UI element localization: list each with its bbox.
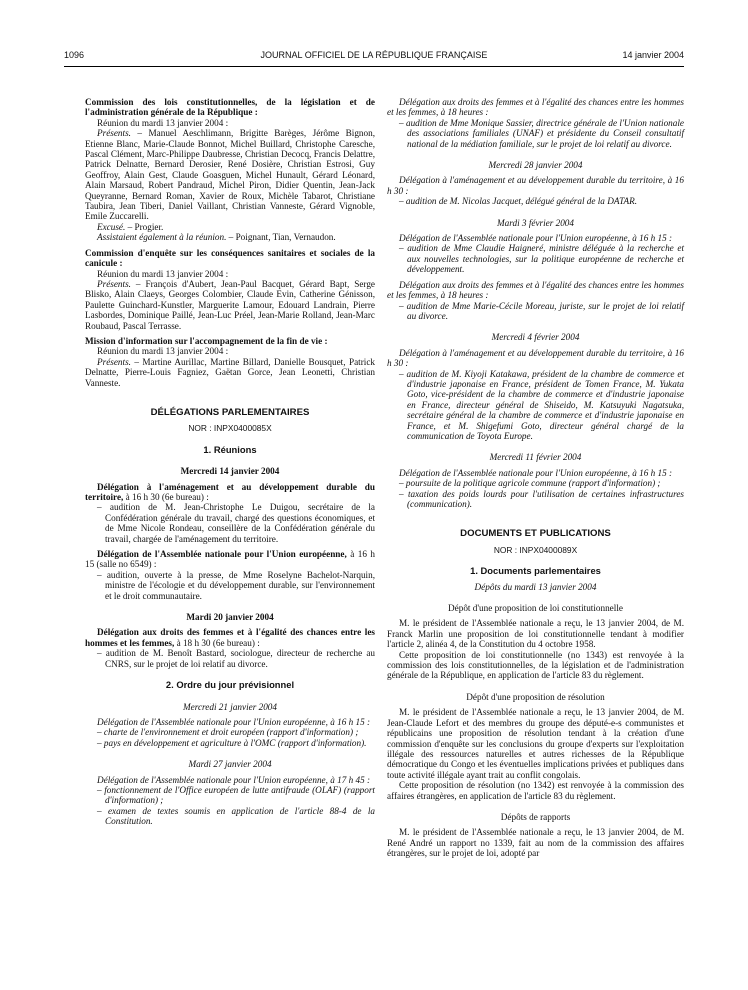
deposit-heading: Dépôts de rapports	[500, 811, 571, 822]
agenda-list	[387, 369, 684, 442]
section-title-delegations: DÉLÉGATIONS PARLEMENTAIRES	[150, 406, 310, 418]
present-names: – François d'Aubert, Jean-Paul Bacquet, Gérard Bapt, Serge Blisko, Alain Claeys, Georges Colombier, Claude Evin, Catherine Génisson, Paulette Guinchard-Kunstler, Marguerite Lamour, Edouard Landrain, Pierre Lasbordes, Dominique Paillé, Jean-Luc Préel, Jean-Marie Rolland, Jean-Marc Roubaud, Pascal Terrasse.	[85, 278, 375, 331]
present-names: – Manuel Aeschlimann, Brigitte Barèges, Jérôme Bignon, Etienne Blanc, Marie-Claude Bonnot, Michel Buillard, Christophe Caresche, Pascal Clément, Marc-Philippe Daubresse, Christian Decocq, Francis Delattre, Patrick Delnatte, Bernard Derosier, René Dosière, Christian Estrosi, Guy Geoffroy, Alain Gest, Claude Goasguen, Michel Hunault, Gérard Léonard, Alain Marsaud, Robert Pandraud, Michel Piron, Didier Quentin, Jean-Jack Queyranne, Bernard Roman, Xavier de Roux, Michèle Tabarot, Christiane Taubira, Jean Tiberi, Daniel Vaillant, Christian Vanneste, Gérard Vignoble, Emile Zuccarelli.	[85, 128, 375, 222]
deposit-heading: Dépôt d'une proposition de loi constitutionnelle	[448, 603, 623, 614]
delegation-heading: Délégation aux droits des femmes et à l'égalité des chances entre les hommes et les femmes, à 18 heures :	[387, 279, 684, 301]
present-label: Présents.	[97, 128, 131, 139]
assist-names: – Poignant, Tian, Vernaudon.	[226, 232, 336, 243]
left-column	[85, 97, 375, 827]
agenda-item: – audition de M. Jean-Christophe Le Duigou, secrétaire de la Confédération générale du travail, chargé des questions économiques, et de Mme Nicole Rondeau, conseillère de la Confédération générale du travail, chargée de l'aménagement du territoire.	[97, 502, 375, 544]
delegation-heading: Délégation de l'Assemblée nationale pour l'Union européenne, à 16 h 15 :	[97, 716, 371, 727]
agenda-item: – audition de M. Nicolas Jacquet, délégué général de la DATAR.	[399, 196, 638, 207]
delegation-heading: Délégation de l'Assemblée nationale pour l'Union européenne, à 17 h 45 :	[97, 774, 371, 785]
agenda-item: – fonctionnement de l'Office européen de lutte antifraude (OLAF) (rapport d'information) ;	[97, 784, 375, 806]
meeting-date: Réunion du mardi 13 janvier 2004 :	[97, 268, 229, 279]
delegation-time: à 16 h 15 (salle no 6549) :	[85, 549, 375, 570]
excused-names: – Progier.	[125, 221, 164, 232]
agenda-list	[387, 118, 684, 149]
agenda-item: – poursuite de la politique agricole commune (rapport d'information) ;	[399, 478, 661, 489]
delegation-heading: Délégation aux droits des femmes et à l'égalité des chances entre les hommes et les femmes, à 18 heures :	[387, 97, 684, 118]
nor-reference: NOR : INPX0400085X	[188, 423, 272, 434]
deposit-paragraph: M. le président de l'Assemblée nationale a reçu, le 13 janvier 2004, de M. Franck Marlin une proposition de loi constitutionnelle tendant à modifier l'article 2, alinéa 4, de la Constitution du 4 octobre 1958.	[387, 618, 684, 650]
subsection-title-ordre: 2. Ordre du jour prévisionnel	[165, 679, 295, 691]
agenda-list	[387, 243, 684, 274]
agenda-list	[387, 196, 684, 206]
agenda-item: – audition de M. Kiyoji Katakawa, président de la chambre de commerce et d'industrie japonaise en France, président de Tomen France, M. Yukata Goto, vice-président de la chambre de commerce et d'industrie japonaise en France, directeur général de Shiseido, M. Katsuyuki Nagatsuka, secrétaire général de la chambre de commerce et d'industrie japonaise en France, et M. Shigefumi Goto, directeur général chargé de la communication de Toyota Europe.	[399, 368, 684, 441]
agenda-list	[85, 502, 375, 544]
date-heading: Mercredi 21 janvier 2004	[183, 701, 277, 712]
section-title-documents: DOCUMENTS ET PUBLICATIONS	[460, 528, 611, 540]
delegation-time: à 18 h 30 (6e bureau) :	[174, 637, 260, 648]
agenda-list	[387, 301, 684, 322]
page-number: 1096	[64, 50, 85, 60]
commission-title: Mission d'information sur l'accompagnement de la fin de vie :	[85, 335, 328, 346]
commission-title: Commission des lois constitutionnelles, de la législation et de l'administration générale de la République :	[85, 97, 375, 118]
delegation-heading	[85, 627, 375, 648]
date-heading: Mercredi 28 janvier 2004	[488, 160, 583, 171]
date-heading: Mardi 20 janvier 2004	[186, 612, 274, 623]
agenda-list	[85, 648, 375, 669]
date-heading: Mercredi 11 février 2004	[489, 452, 582, 463]
deposit-paragraph: M. le président de l'Assemblée nationale a reçu, le 13 janvier 2004, de M. Jean-Claude Lefort et des membres du groupe des député-e-s communistes et républicains une proposition de résolution tendant à la création d'une commission d'enquête sur les conclusions du groupe d'experts sur l'exploitation illégale des ressources naturelles et autres richesses de la République démocratique du Congo et les éventuelles implications privées et publiques dans toute activité illégale ayant trait au conflit congolais.	[387, 707, 684, 780]
assist-label: Assistaient également à la réunion.	[97, 232, 227, 243]
date-heading: Mercredi 14 janvier 2004	[180, 466, 280, 477]
meeting-date: Réunion du mardi 13 janvier 2004 :	[97, 117, 229, 128]
present-label: Présents.	[97, 278, 131, 289]
delegation-heading: Délégation à l'aménagement et au développement durable du territoire, à 16 h 30 :	[387, 347, 684, 369]
nor-reference: NOR : INPX0400089X	[493, 544, 578, 555]
deposit-paragraph: M. le président de l'Assemblée nationale a reçu, le 13 janvier 2004, de M. René André un rapport no 1339, fait au nom de la commission des affaires étrangères, sur le projet de loi, adopté par	[387, 827, 684, 859]
delegation-heading: Délégation à l'aménagement et au développement durable du territoire, à 16 h 30 :	[387, 175, 684, 196]
agenda-list	[85, 727, 375, 748]
agenda-list	[85, 785, 375, 827]
agenda-item: – taxation des poids lourds pour l'utilisation de certaines infrastructures (communication).	[399, 488, 684, 509]
subsection-title-documents: 1. Documents parlementaires	[470, 565, 601, 577]
agenda-item: – examen de textes soumis en application de l'article 88-4 de la Constitution.	[97, 805, 375, 827]
agenda-list	[85, 570, 375, 601]
attendance-excused	[85, 222, 375, 232]
agenda-list	[387, 478, 684, 509]
agenda-item: – audition de M. Benoît Bastard, sociologue, directeur de recherche au CNRS, sur le projet de loi relatif au divorce.	[97, 648, 375, 669]
attendance-present	[85, 128, 375, 222]
date-heading: Mercredi 4 février 2004	[491, 332, 580, 343]
agenda-item: – audition de Mme Claudie Haigneré, ministre déléguée à la recherche et aux nouvelles technologies, sur la politique européenne de recherche et développement.	[399, 243, 684, 275]
page-header	[64, 50, 684, 64]
deposit-heading: Dépôt d'une proposition de résolution	[466, 691, 605, 702]
present-label: Présents.	[97, 356, 131, 367]
deposit-date: Dépôts du mardi 13 janvier 2004	[474, 581, 597, 592]
deposit-paragraph: Cette proposition de résolution (no 1342) est renvoyée à la commission des affaires étrangères, en application de l'article 83 du règlement.	[387, 780, 684, 801]
present-names: – Martine Aurillac, Martine Billard, Danielle Bousquet, Patrick Delnatte, Pierre-Louis Fagniez, Gaëtan Gorce, Jean Leonetti, Christian Vanneste.	[85, 356, 375, 388]
delegation-heading	[85, 549, 375, 570]
attendance-assisting	[85, 232, 375, 242]
attendance-present	[85, 279, 375, 331]
delegation-name: Délégation à l'aménagement et au développement durable du territoire,	[85, 481, 375, 502]
date-heading: Mardi 3 février 2004	[497, 217, 574, 228]
meeting-date: Réunion du mardi 13 janvier 2004 :	[97, 346, 229, 357]
delegation-time: à 16 h 30 (6e bureau) :	[123, 492, 209, 502]
delegation-name: Délégation aux droits des femmes et à l'égalité des chances entre les hommes et les femmes,	[85, 627, 375, 648]
delegation-name: Délégation de l'Assemblée nationale pour l'Union européenne,	[97, 549, 347, 560]
header-rule	[64, 66, 684, 67]
agenda-item: – pays en développement et agriculture à l'OMC (rapport d'information).	[97, 737, 367, 748]
commission-title: Commission d'enquête sur les conséquences sanitaires et sociales de la canicule :	[85, 247, 375, 269]
agenda-item: – audition, ouverte à la presse, de Mme Roselyne Bachelot-Narquin, ministre de l'écologie et du développement durable, sur l'environnement et le droit communautaire.	[97, 569, 375, 601]
delegation-heading: Délégation de l'Assemblée nationale pour l'Union européenne, à 16 h 15 :	[399, 467, 673, 478]
journal-title: JOURNAL OFFICIEL DE LA RÉPUBLIQUE FRANÇAISE	[260, 50, 488, 60]
agenda-item: – charte de l'environnement et droit européen (rapport d'information) ;	[97, 727, 359, 738]
subsection-title-reunions: 1. Réunions	[203, 443, 257, 455]
excused-label: Excusé.	[97, 221, 126, 232]
right-column	[387, 97, 684, 859]
delegation-heading: Délégation de l'Assemblée nationale pour l'Union européenne, à 16 h 15 :	[399, 233, 673, 244]
agenda-item: – audition de Mme Monique Sassier, directrice générale de l'Union nationale des associations familiales (UNAF) et présidente du Conseil consultatif national de la médiation familiale, sur le projet de loi relatif au divorce.	[399, 117, 684, 149]
issue-date: 14 janvier 2004	[622, 50, 684, 60]
deposit-paragraph: Cette proposition de loi constitutionnelle (no 1343) est renvoyée à la commission des lois constitutionnelles, de la législation et de l'administration générale de la République, en application de l'article 83 du règlement.	[387, 649, 684, 681]
attendance-present	[85, 357, 375, 388]
agenda-item: – audition de Mme Marie-Cécile Moreau, juriste, sur le projet de loi relatif au divorce.	[399, 300, 684, 321]
date-heading: Mardi 27 janvier 2004	[188, 759, 272, 770]
delegation-heading	[85, 482, 375, 503]
